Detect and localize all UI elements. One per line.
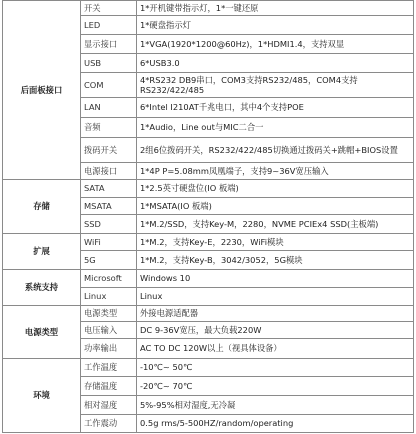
spec-name: 开关 <box>81 1 137 16</box>
spec-name: 电源类型 <box>81 306 137 322</box>
spec-name: 电压输入 <box>81 322 137 339</box>
spec-value: 1*M.2/SSD，支持Key-M，2280，NVME PCIEx4 SSD(主板端) <box>137 215 414 234</box>
spec-value: -20℃~ 70℃ <box>137 377 414 396</box>
table-row <box>3 306 414 322</box>
spec-value: 1*4P P=5.08mm凤凰端子，支持9~36V宽压输入 <box>137 163 414 180</box>
spec-name: 工作震动 <box>81 415 137 433</box>
table-row <box>3 1 414 16</box>
spec-value: DC 9-36V宽压，最大负载220W <box>137 322 414 339</box>
spec-value: 4*RS232 DB9串口，COM3支持RS232/485，COM4支持RS232/422/485 <box>137 73 414 98</box>
spec-name: 工作温度 <box>81 359 137 377</box>
section-title-os-support: 系统支持 <box>3 270 81 306</box>
section-title-expansion: 扩展 <box>3 234 81 270</box>
spec-name: 电源接口 <box>81 163 137 180</box>
spec-value: -10℃~ 50℃ <box>137 359 414 377</box>
spec-table <box>2 0 414 433</box>
section-title-power: 电源类型 <box>3 306 81 359</box>
spec-name: 拨码开关 <box>81 138 137 163</box>
spec-value: 0.5g rms/5-500HZ/random/operating <box>137 415 414 433</box>
spec-name: SSD <box>81 215 137 234</box>
spec-name: COM <box>81 73 137 98</box>
section-title-rear-panel: 后面板接口 <box>3 1 81 180</box>
spec-value: 1*MSATA(IO 板端) <box>137 198 414 215</box>
spec-name: 功率输出 <box>81 339 137 359</box>
spec-value: 外接电源适配器 <box>137 306 414 322</box>
spec-value: 1*2.5英寸硬盘位(IO 板端) <box>137 180 414 198</box>
spec-value: 1*M.2，支持Key-E，2230，WiFi模块 <box>137 234 414 251</box>
table-row <box>3 234 414 251</box>
spec-name: 相对湿度 <box>81 396 137 415</box>
spec-name: 显示接口 <box>81 35 137 54</box>
spec-value: 5%-95%相对湿度,无冷凝 <box>137 396 414 415</box>
spec-value: Windows 10 <box>137 270 414 288</box>
spec-value: 1*Audio，Line out与MIC二合一 <box>137 118 414 138</box>
spec-name: LED <box>81 16 137 35</box>
spec-name: 5G <box>81 251 137 270</box>
table-row <box>3 270 414 288</box>
section-title-environment: 环境 <box>3 359 81 433</box>
spec-value: 1*M.2，支持Key-B，3042/3052，5G模块 <box>137 251 414 270</box>
spec-name: USB <box>81 54 137 73</box>
spec-name: WiFi <box>81 234 137 251</box>
spec-value: AC TO DC 120W以上（视具体设备） <box>137 339 414 359</box>
spec-value: 6*Intel I210AT千兆电口，其中4个支持POE <box>137 98 414 118</box>
spec-name: MSATA <box>81 198 137 215</box>
spec-value: 1*VGA(1920*1200@60Hz)，1*HDMI1.4，支持双显 <box>137 35 414 54</box>
spec-value: 1*硬盘指示灯 <box>137 16 414 35</box>
table-row <box>3 180 414 198</box>
spec-name: 音频 <box>81 118 137 138</box>
table-row <box>3 359 414 377</box>
spec-value: 2组6位拨码开关，RS232/422/485切换通过拨码关+跳帽+BIOS设置 <box>137 138 414 163</box>
spec-name: Microsoft <box>81 270 137 288</box>
spec-name: Linux <box>81 288 137 306</box>
section-title-storage: 存储 <box>3 180 81 234</box>
spec-name: 存储温度 <box>81 377 137 396</box>
spec-value: Linux <box>137 288 414 306</box>
spec-value: 6*USB3.0 <box>137 54 414 73</box>
spec-name: SATA <box>81 180 137 198</box>
spec-name: LAN <box>81 98 137 118</box>
spec-value: 1*开机键带指示灯，1*一键还原 <box>137 1 414 16</box>
